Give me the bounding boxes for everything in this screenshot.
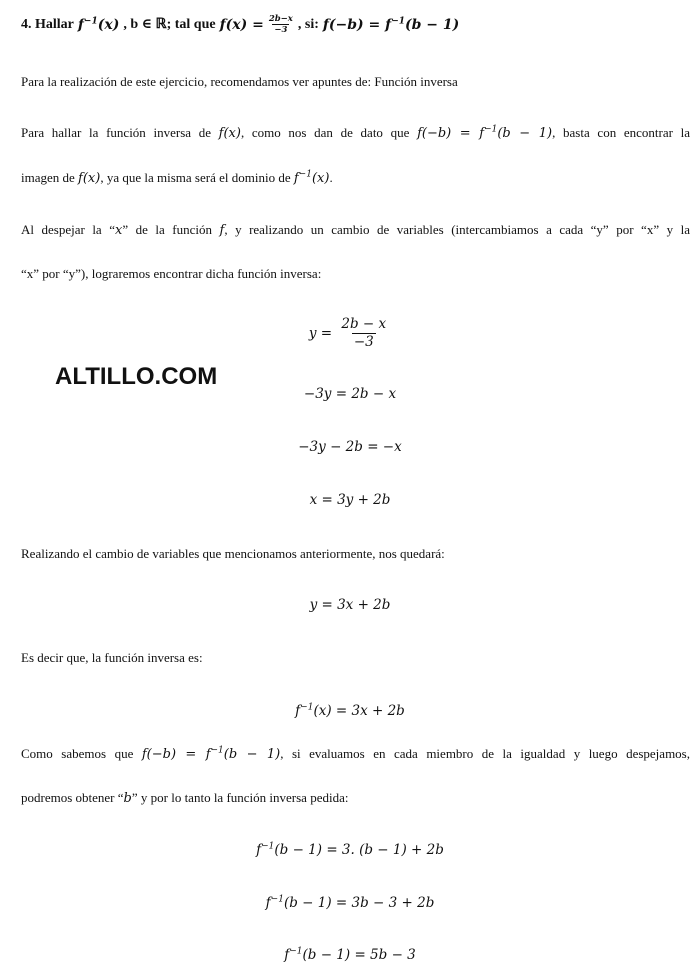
title-finv: $f^{-1}(x)$ xyxy=(77,15,120,33)
paragraph-1-line-1: Para hallar la función inversa de f(x), como nos dan de dato que $f(-b) = f^{-1}(b - 1)$, basta con encontrar la xyxy=(21,124,690,141)
title-fraction-numerator: 2b−x xyxy=(268,14,293,24)
title-fraction xyxy=(267,14,295,35)
title-condition: $f(-b) = f^{-1}(b - 1)$ xyxy=(322,15,460,33)
exercise-title xyxy=(21,14,459,35)
paragraph-4: Es decir que, la función inversa es: xyxy=(21,650,203,665)
paragraph-2-line-1: Al despejar la “x” de la función f, y realizando un cambio de variables (intercambiamos a cada “y” por “x” y la xyxy=(21,222,690,238)
paragraph-2-line-2: “x” por “y”), lograremos encontrar dicha función inversa: xyxy=(21,266,322,281)
intro-paragraph: Para la realización de este ejercicio, recomendamos ver apuntes de: Función inversa xyxy=(21,74,458,89)
title-si: , si: xyxy=(297,16,319,32)
equation-8: $f^{-1}(b - 1) = 3b - 3 + 2b$ xyxy=(265,894,435,911)
equation-4: x = 3y + 2b xyxy=(309,492,391,508)
equation-6: $f^{-1}(x) = 3x + 2b$ xyxy=(295,702,405,719)
equation-7: $f^{-1}(b - 1) = 3$. (b − 1) + 2b xyxy=(256,841,444,858)
title-number: 4. Hallar xyxy=(21,16,74,32)
equation-5: y = 3x + 2b xyxy=(309,597,391,613)
equation-2: −3y = 2b − x xyxy=(303,386,397,402)
paragraph-1-line-2: imagen de f(x), ya que la misma será el dominio de $f^{-1}(x)$. xyxy=(21,169,333,186)
equation-1: y = $\frac{2b - x}{-3}$ xyxy=(308,316,387,350)
watermark-logo: ALTILLO.COM xyxy=(55,363,218,390)
equation-3: −3y − 2b = −x xyxy=(298,439,402,455)
title-fx: f(x) = xyxy=(219,16,264,33)
paragraph-3: Realizando el cambio de variables que mencionamos anteriormente, nos quedará: xyxy=(21,546,445,561)
title-fraction-denominator: −3 xyxy=(274,25,288,35)
paragraph-5-line-2: podremos obtener “b” y por lo tanto la función inversa pedida: xyxy=(21,790,349,806)
title-b-in-r: , b ∈ ℝ; tal que xyxy=(123,17,216,32)
paragraph-5-line-1: Como sabemos que $f(-b) = f^{-1}(b - 1)$, si evaluamos en cada miembro de la igualdad y luego despejamos, xyxy=(21,745,690,762)
equation-1-numerator: 2b − x xyxy=(341,316,387,332)
equation-1-denominator: −3 xyxy=(353,334,374,350)
equation-9: $f^{-1}(b - 1) = 5b - 3$ xyxy=(284,946,416,963)
